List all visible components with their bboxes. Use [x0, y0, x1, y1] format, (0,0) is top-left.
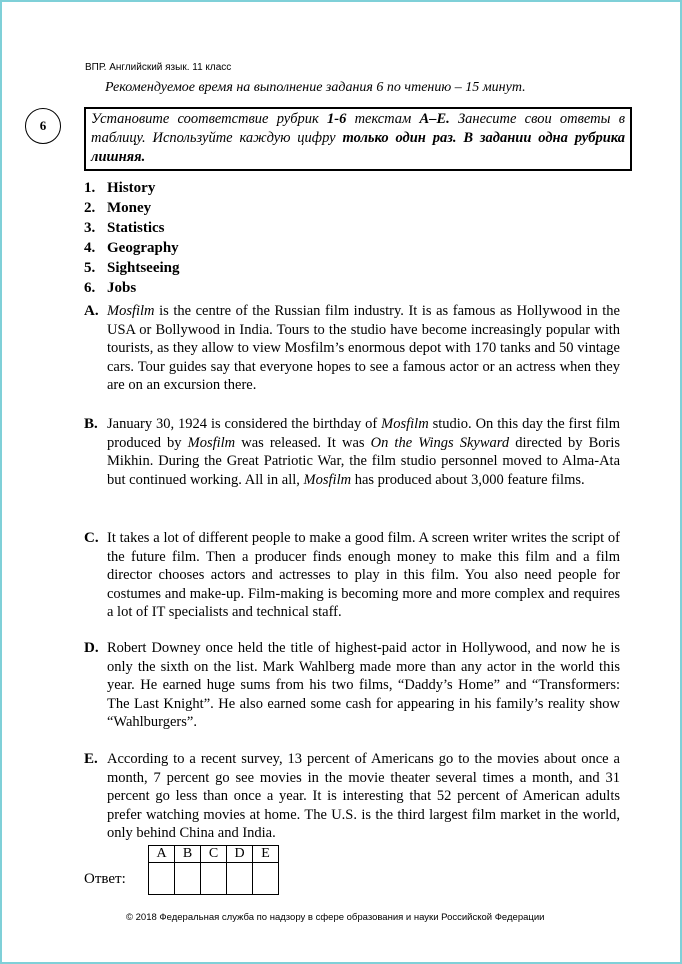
rubric-item: 4. Geography: [84, 240, 179, 256]
rubric-item: 3. Statistics: [84, 220, 165, 236]
rubric-item: 6. Jobs: [84, 280, 137, 296]
text-e: [84, 750, 620, 843]
answer-cell[interactable]: [201, 863, 227, 895]
rubric-item: 5. Sightseeing: [84, 260, 180, 276]
text-letter: C.: [84, 530, 99, 546]
exam-title: ВПР. Английский язык. 11 класс: [85, 62, 232, 73]
rubric-list: [84, 178, 180, 298]
answer-column-header: A: [149, 846, 175, 863]
text-body: Mosfilm is the centre of the Russian film industry. It is as famous as Hollywood in the USA or Bollywood in India. Tours to the studio have become increasingly popular with tourists, as they allow to view Mosfilm’s enormous depot with 170 tanks and 50 vintage cars. Tour guides say that everyone hopes to see a famous actor or an actress when they are on an excursion there.: [107, 303, 620, 393]
rubric-item: 1. History: [84, 180, 156, 196]
text-letter: D.: [84, 640, 99, 656]
answer-label: Ответ:: [84, 871, 126, 887]
answer-cell[interactable]: [253, 863, 279, 895]
answer-column-header: B: [175, 846, 201, 863]
text-b: [84, 415, 620, 489]
text-body: Robert Downey once held the title of highest-paid actor in Hollywood, and now he is only the sixth on the list. Mark Wahlberg made more than any actor in the world this year. He earned huge sums from his two films, “Daddy’s Home” and “Transformers: The Last Knight”. He also earned some cash for appearing in his family’s reality show “Wahlburgers”.: [107, 640, 620, 730]
text-body: January 30, 1924 is considered the birthday of Mosfilm studio. On this day the first film produced by Mosfilm was released. It was On the Wings Skyward directed by Boris Mikhin. During the Great Patriotic War, the film studio personnel moved to Alma-Ata but continued working. All in all, Mosfilm has produced about 3,000 feature films.: [107, 416, 620, 488]
time-note: Рекомендуемое время на выполнение задания 6 по чтению – 15 минут.: [105, 80, 526, 95]
text-letter: A.: [84, 303, 99, 319]
copyright-footer: © 2018 Федеральная служба по надзору в сфере образования и науки Российской Федерации: [126, 912, 545, 923]
text-letter: B.: [84, 416, 98, 432]
answer-cell[interactable]: [175, 863, 201, 895]
answer-column-header: C: [201, 846, 227, 863]
task-instructions: Установите соответствие рубрик 1-6 текстам А–Е. Занесите свои ответы в таблицу. Используйте каждую цифру только один раз. В задании одна рубрика лишняя.: [84, 107, 632, 171]
rubric-item: 2. Money: [84, 200, 152, 216]
text-letter: E.: [84, 751, 98, 767]
text-d: [84, 639, 620, 732]
answer-column-header: D: [227, 846, 253, 863]
answer-cell[interactable]: [227, 863, 253, 895]
task-number-circle: 6: [25, 108, 61, 144]
answer-cell[interactable]: [149, 863, 175, 895]
text-a: [84, 302, 620, 395]
text-body: It takes a lot of different people to make a good film. A screen writer writes the script of the future film. Then a producer finds enough money to make this film and a film director chooses actors and actresses to play in this film. You also need people for costumes and make-up. Film-making is becoming more and more complex and requires a lot of IT specialists and technical staff.: [107, 530, 620, 620]
answer-column-header: E: [253, 846, 279, 863]
answer-table: [148, 845, 279, 895]
text-c: [84, 529, 620, 622]
text-body: According to a recent survey, 13 percent of Americans go to the movies about once a month, 7 percent go see movies in the movie theater several times a month, and 31 percent go less than once a year. It is interesting that 52 percent of American adults prefer watching movies at home. The U.S. is the third largest film market in the world, only behind China and India.: [107, 751, 620, 841]
